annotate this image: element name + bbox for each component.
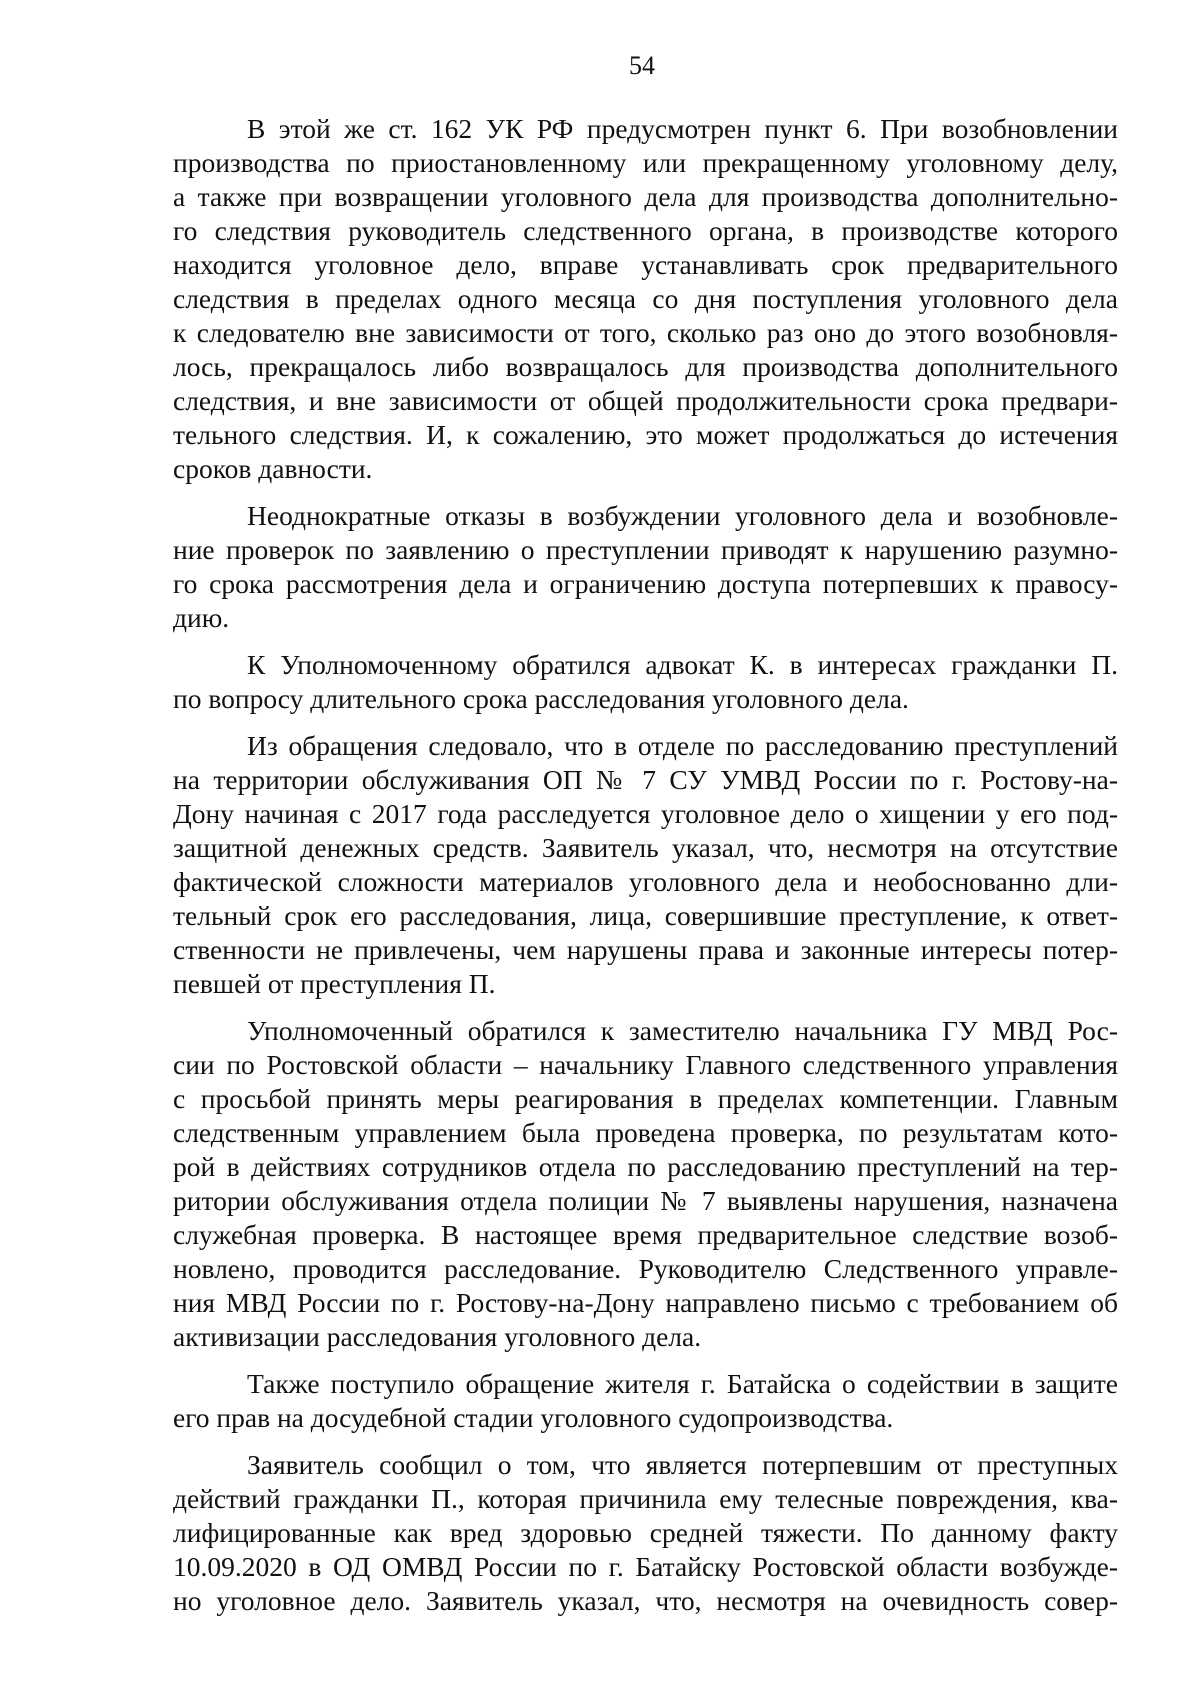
text-line: находится уголовное дело, вправе устанавливать срок предварительного [173, 249, 1118, 280]
paragraph [173, 1448, 1118, 1618]
paragraph [173, 648, 1118, 716]
text-line: производства по приостановленному или прекращенному уголовному делу, [173, 147, 1118, 178]
text-line: Также поступило обращение жителя г. Батайска о содействии в защите [247, 1368, 1118, 1399]
text-line: активизации расследования уголовного дела. [173, 1321, 702, 1352]
text-line: ние проверок по заявлению о преступлении приводят к нарушению разумно- [173, 534, 1118, 565]
text-line: го следствия руководитель следственного органа, в производстве которого [173, 215, 1118, 246]
paragraph [173, 499, 1118, 635]
text-line: В этой же ст. 162 УК РФ предусмотрен пункт 6. При возобновлении [247, 113, 1118, 144]
text-line: Уполномоченный обратился к заместителю начальника ГУ МВД Рос- [247, 1015, 1118, 1046]
text-line: по вопросу длительного срока расследования уголовного дела. [173, 683, 909, 714]
text-line: тельного следствия. И, к сожалению, это может продолжаться до истечения [173, 419, 1118, 450]
text-line: а также при возвращении уголовного дела для производства дополнительно- [173, 181, 1118, 212]
text-line: но уголовное дело. Заявитель указал, что, несмотря на очевидность совер- [173, 1585, 1118, 1616]
text-line: фактической сложности материалов уголовного дела и необоснованно дли- [173, 866, 1118, 897]
text-line: певшей от преступления П. [173, 968, 496, 999]
text-line: ственности не привлечены, чем нарушены права и законные интересы потер- [173, 934, 1118, 965]
text-line: его прав на досудебной стадии уголовного судопроизводства. [173, 1402, 894, 1433]
text-line: следственным управлением была проведена проверка, по результатам кото- [173, 1117, 1118, 1148]
paragraph [173, 112, 1118, 486]
text-line: действий гражданки П., которая причинила ему телесные повреждения, ква- [173, 1483, 1118, 1514]
paragraph [173, 1014, 1118, 1354]
page-number: 54 [629, 51, 655, 80]
text-line: сии по Ростовской области – начальнику Главного следственного управления [173, 1049, 1118, 1080]
text-line: на территории обслуживания ОП № 7 СУ УМВД России по г. Ростову-на- [173, 764, 1118, 795]
text-line: к следователю вне зависимости от того, сколько раз оно до этого возобновля- [173, 317, 1118, 348]
text-line: Неоднократные отказы в возбуждении уголовного дела и возобновле- [247, 500, 1118, 531]
text-line: К Уполномоченному обратился адвокат К. в интересах гражданки П. [247, 649, 1118, 680]
body-text [173, 112, 1118, 1631]
paragraph [173, 729, 1118, 1001]
text-line: рой в действиях сотрудников отдела по расследованию преступлений на тер- [173, 1151, 1118, 1182]
text-line: Из обращения следовало, что в отделе по расследованию преступлений [247, 730, 1118, 761]
text-line: новлено, проводится расследование. Руководителю Следственного управле- [173, 1253, 1118, 1284]
text-line: 10.09.2020 в ОД ОМВД России по г. Батайску Ростовской области возбужде- [173, 1551, 1118, 1582]
text-line: Заявитель сообщил о том, что является потерпевшим от преступных [247, 1449, 1118, 1480]
text-line: сроков давности. [173, 453, 373, 484]
text-line: защитной денежных средств. Заявитель указал, что, несмотря на отсутствие [173, 832, 1118, 863]
text-line: ния МВД России по г. Ростову-на-Дону направлено письмо с требованием об [173, 1287, 1118, 1318]
text-line: с просьбой принять меры реагирования в пределах компетенции. Главным [173, 1083, 1118, 1114]
text-line: служебная проверка. В настоящее время предварительное следствие возоб- [173, 1219, 1118, 1250]
text-line: тельный срок его расследования, лица, совершившие преступление, к ответ- [173, 900, 1118, 931]
text-line: следствия, и вне зависимости от общей продолжительности срока предвари- [173, 385, 1118, 416]
text-line: Дону начиная с 2017 года расследуется уголовное дело о хищении у его под- [173, 798, 1118, 829]
text-line: лифицированные как вред здоровью средней тяжести. По данному факту [173, 1517, 1118, 1548]
paragraph [173, 1367, 1118, 1435]
text-line: дию. [173, 602, 230, 633]
text-line: ритории обслуживания отдела полиции № 7 выявлены нарушения, назначена [173, 1185, 1118, 1216]
text-line: го срока рассмотрения дела и ограничению доступа потерпевших к правосу- [173, 568, 1118, 599]
text-line: следствия в пределах одного месяца со дня поступления уголовного дела [173, 283, 1118, 314]
text-line: лось, прекращалось либо возвращалось для производства дополнительного [173, 351, 1118, 382]
